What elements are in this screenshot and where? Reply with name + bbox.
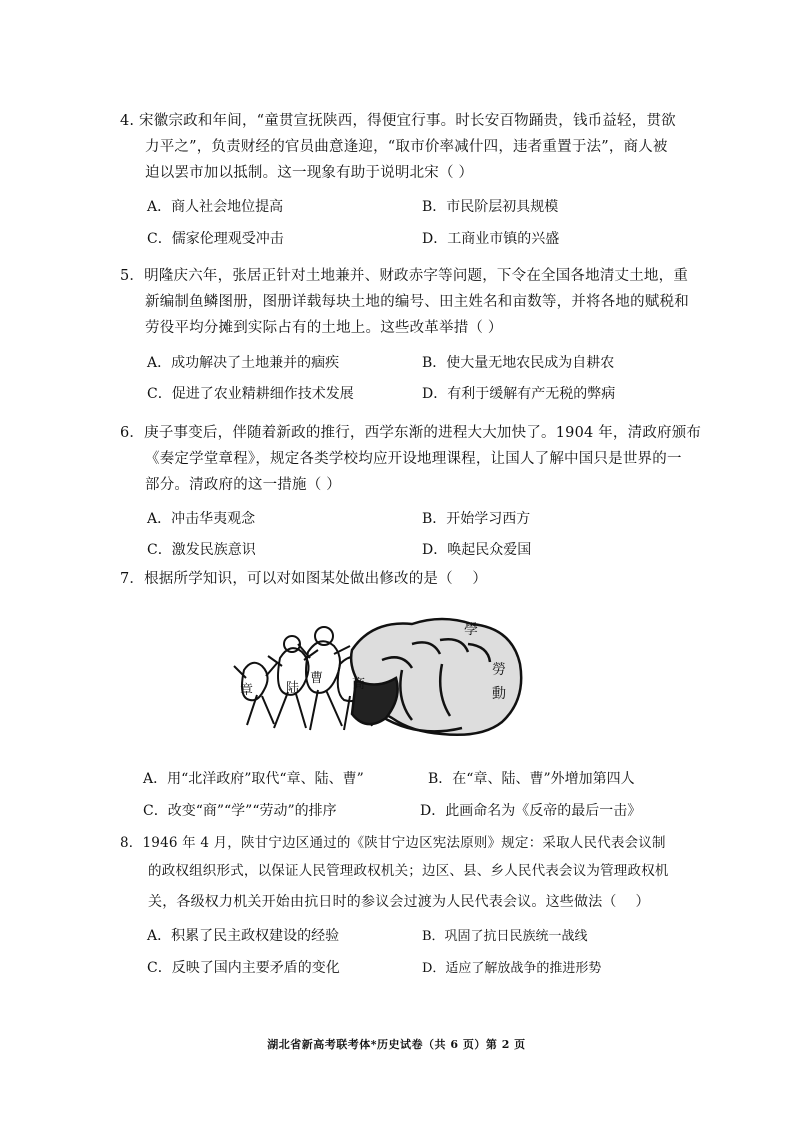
label-lu: 陆 bbox=[286, 681, 300, 696]
q6-option-d[interactable]: D．唤起民众爱国 bbox=[422, 542, 532, 558]
question-6-line-3: 部分。清政府的这一措施（ ） bbox=[145, 477, 341, 493]
question-8 bbox=[120, 830, 680, 918]
question-4-line-2: 力平之”，负责财经的官员曲意逢迎，“取市价率减什四，违者重置于法”，商人被 bbox=[145, 139, 668, 155]
question-8-line-3: 关，各级权力机关开始由抗日时的参议会过渡为人民代表会议。这些做法（ ） bbox=[148, 894, 650, 910]
q6-option-b[interactable]: B．开始学习西方 bbox=[422, 511, 531, 527]
question-8-line-1: 8．1946 年 4 月，陕甘宁边区通过的《陕甘宁边区宪法原则》规定：采取人民代表会议制 bbox=[120, 835, 666, 851]
q4-option-d[interactable]: D．工商业市镇的兴盛 bbox=[422, 231, 560, 247]
question-5-line-3: 劳役平均分摊到实际占有的土地上。这些改革举措（ ） bbox=[145, 320, 503, 336]
question-6-line-2: 《奏定学堂章程》，规定各类学校均应开设地理课程，让国人了解中国只是世界的一 bbox=[145, 451, 682, 467]
q7-option-b[interactable]: B．在“章、陆、曹”外增加第四人 bbox=[428, 771, 635, 787]
question-4-line-3: 迫以罢市加以抵制。这一现象有助于说明北宋（ ） bbox=[145, 165, 474, 181]
question-5-line-1: 5．明隆庆六年，张居正针对土地兼并、财政赤字等问题，下令在全国各地清丈土地，重 bbox=[120, 268, 689, 284]
cartoon-image bbox=[232, 600, 532, 755]
label-xue: 學 bbox=[464, 622, 478, 638]
q5-option-b[interactable]: B．使大量无地农民成为自耕农 bbox=[422, 355, 615, 371]
label-cao: 曹 bbox=[310, 671, 324, 686]
q7-option-d[interactable]: D．此画命名为《反帝的最后一击》 bbox=[420, 803, 642, 819]
q8-option-b[interactable]: B．巩固了抗日民族统一战线 bbox=[422, 929, 588, 944]
question-5 bbox=[120, 263, 689, 341]
q5-option-d[interactable]: D．有利于缓解有产无税的弊病 bbox=[422, 386, 616, 402]
q5-option-c[interactable]: C．促进了农业精耕细作技术发展 bbox=[147, 386, 354, 402]
q8-option-c[interactable]: C．反映了国内主要矛盾的变化 bbox=[147, 960, 340, 976]
question-5-line-2: 新编制鱼鳞图册，图册详载每块土地的编号、田主姓名和亩数等，并将各地的赋税和 bbox=[145, 294, 689, 310]
question-4-line-1: 4. 宋徽宗政和年间，“童贯宣抚陕西，得便宜行事。时长安百物踊贵，钱币益轻，贯欲 bbox=[120, 113, 676, 129]
q4-option-a[interactable]: A．商人社会地位提高 bbox=[147, 199, 284, 215]
q8-option-a[interactable]: A．积累了民主政权建设的经验 bbox=[147, 928, 340, 944]
q7-option-c[interactable]: C．改变“商”“学”“劳动”的排序 bbox=[143, 803, 337, 819]
figure-cao bbox=[298, 627, 350, 730]
label-dong: 動 bbox=[492, 686, 506, 702]
q5-option-a[interactable]: A．成功解决了土地兼并的痼疾 bbox=[147, 355, 340, 371]
label-shang: 商 bbox=[352, 677, 366, 692]
label-zhang: 章 bbox=[240, 683, 254, 698]
question-7 bbox=[120, 566, 680, 592]
q4-option-b[interactable]: B．市民阶层初具规模 bbox=[422, 199, 559, 215]
label-lao: 勞 bbox=[492, 662, 506, 678]
question-4 bbox=[120, 108, 680, 186]
question-6 bbox=[120, 420, 702, 498]
question-8-line-2: 的政权组织形式，以保证人民管理政权机关；边区、县、乡人民代表会议为管理政权机 bbox=[148, 863, 669, 879]
question-6-line-1: 6．庚子事变后，伴随着新政的推行，西学东渐的进程大大加快了。1904 年，清政府颁布 bbox=[120, 425, 702, 441]
q4-option-c[interactable]: C．儒家伦理观受冲击 bbox=[147, 231, 284, 247]
q7-option-a[interactable]: A．用“北洋政府”取代“章、陆、曹” bbox=[143, 771, 364, 787]
q6-option-c[interactable]: C．激发民族意识 bbox=[147, 542, 256, 558]
page-footer: 湖北省新高考联考体*历史试卷（共 6 页）第 2 页 bbox=[267, 1038, 526, 1051]
question-7-line-1: 7．根据所学知识，可以对如图某处做出修改的是（ ） bbox=[120, 571, 488, 587]
q8-option-d[interactable]: D．适应了解放战争的推进形势 bbox=[422, 961, 602, 976]
q6-option-a[interactable]: A．冲击华夷观念 bbox=[147, 511, 256, 527]
